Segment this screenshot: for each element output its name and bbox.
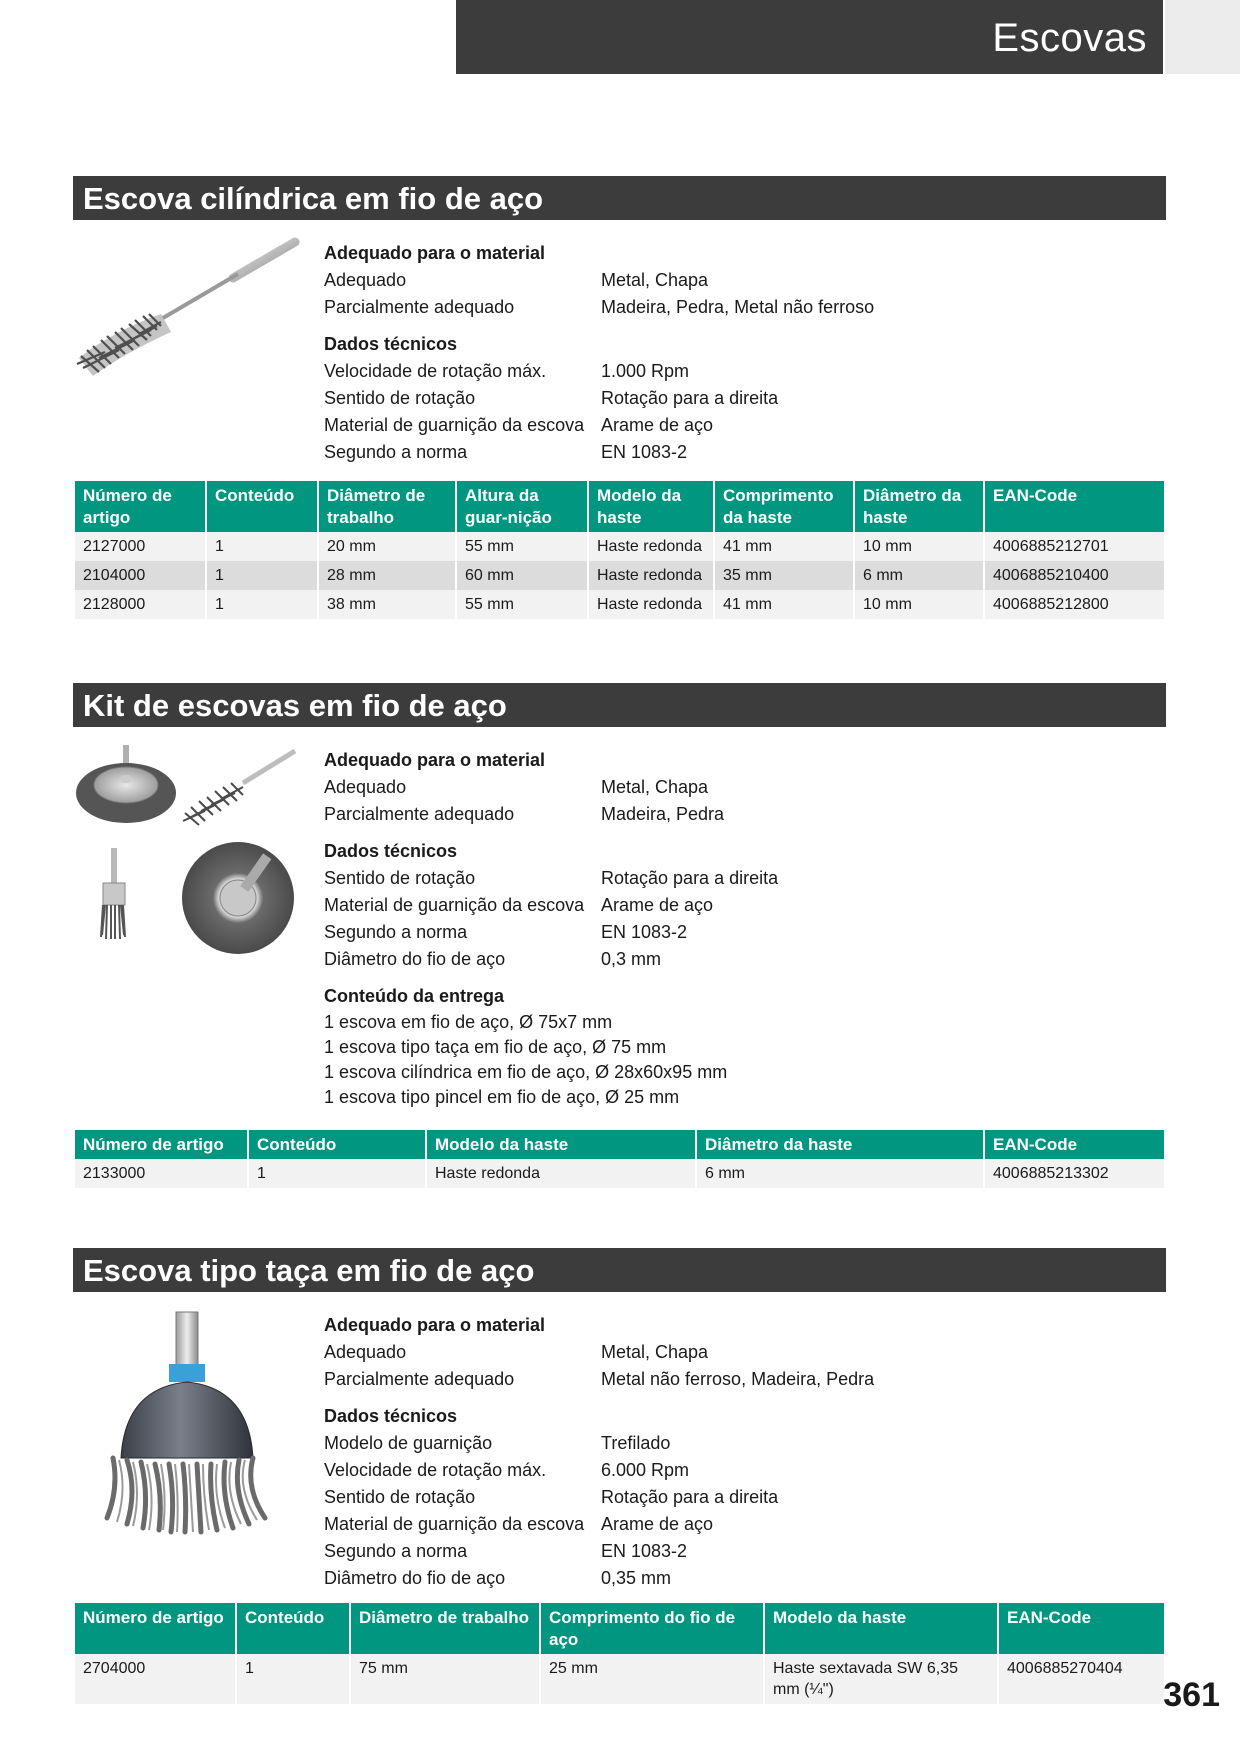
- page-category-title: Escovas: [992, 16, 1147, 60]
- table-cell: 4006885210400: [985, 561, 1164, 590]
- column-header: Modelo da haste: [589, 481, 713, 532]
- spec-row: [324, 385, 1124, 412]
- spec-row: [324, 439, 1124, 466]
- table-cell: 10 mm: [855, 532, 983, 561]
- table-cell: 38 mm: [319, 590, 455, 619]
- spec-label: Material de guarnição da escova: [324, 1514, 585, 1534]
- spec-value: 0,35 mm: [601, 1568, 672, 1588]
- spec-value: Rotação para a direita: [601, 1487, 779, 1507]
- table-cell: 28 mm: [319, 561, 455, 590]
- specs-block: [324, 1312, 1124, 1592]
- material-heading: Adequado para o material: [324, 750, 546, 770]
- spec-label: Sentido de rotação: [324, 1487, 476, 1507]
- table-cell: 2704000: [75, 1654, 235, 1704]
- spec-value: Trefilado: [601, 1433, 671, 1453]
- table-cell: 4006885213302: [985, 1159, 1164, 1188]
- spec-label: Velocidade de rotação máx.: [324, 1460, 547, 1480]
- spec-row: [324, 1511, 1124, 1538]
- table-cell: 41 mm: [715, 532, 853, 561]
- spec-label: Adequado: [324, 270, 407, 290]
- table-cell: 41 mm: [715, 590, 853, 619]
- spec-row: [324, 865, 1124, 892]
- table-row: [75, 590, 1164, 619]
- column-header: Conteúdo: [237, 1603, 349, 1654]
- spec-label: Diâmetro do fio de aço: [324, 1568, 506, 1588]
- column-header: Diâmetro da haste: [855, 481, 983, 532]
- spec-value: Metal, Chapa: [601, 777, 709, 797]
- spec-row: [324, 1366, 1124, 1393]
- tech-heading: Dados técnicos: [324, 841, 458, 861]
- table-row: [75, 1654, 1164, 1704]
- table-cell: 6 mm: [697, 1159, 983, 1188]
- table-cell: 1: [249, 1159, 425, 1188]
- table-row: [75, 532, 1164, 561]
- spec-value: EN 1083-2: [601, 442, 688, 462]
- spec-label: Parcialmente adequado: [324, 297, 515, 317]
- spec-row: [324, 1565, 1124, 1592]
- spec-row: [324, 1457, 1124, 1484]
- delivery-heading: Conteúdo da entrega: [324, 986, 505, 1006]
- spec-value: Metal, Chapa: [601, 1342, 709, 1362]
- spec-label: Material de guarnição da escova: [324, 415, 585, 435]
- section-title: Kit de escovas em fio de aço: [73, 683, 1166, 727]
- column-header: EAN-Code: [985, 481, 1164, 532]
- spec-row: [324, 412, 1124, 439]
- cylindrical-brush-image: [73, 236, 303, 406]
- spec-value: Madeira, Pedra, Metal não ferroso: [601, 297, 875, 317]
- table-cell: 2104000: [75, 561, 205, 590]
- spec-label: Sentido de rotação: [324, 868, 476, 888]
- spec-value: Arame de aço: [601, 415, 714, 435]
- table-cell: 25 mm: [541, 1654, 763, 1704]
- header-bar: [456, 0, 1163, 74]
- spec-row: [324, 774, 1124, 801]
- table-cell: Haste sextavada SW 6,35 mm (¼"): [765, 1654, 997, 1704]
- spec-value: Metal, Chapa: [601, 270, 709, 290]
- article-table: [73, 1603, 1166, 1704]
- table-header-row: [75, 481, 1164, 532]
- spec-value: Metal não ferroso, Madeira, Pedra: [601, 1369, 875, 1389]
- page-number: 361: [1163, 1676, 1220, 1714]
- delivery-item: 1 escova tipo taça em fio de aço, Ø 75 mm: [324, 1037, 667, 1057]
- spec-label: Segundo a norma: [324, 1541, 468, 1561]
- spec-row: [324, 294, 1124, 321]
- section-title: Escova cilíndrica em fio de aço: [73, 176, 1166, 220]
- table-cell: 4006885212800: [985, 590, 1164, 619]
- header-tab-marker: [1165, 0, 1240, 74]
- spec-value: EN 1083-2: [601, 922, 688, 942]
- spec-label: Segundo a norma: [324, 922, 468, 942]
- table-cell: Haste redonda: [589, 561, 713, 590]
- spec-label: Diâmetro do fio de aço: [324, 949, 506, 969]
- spec-row: [324, 1430, 1124, 1457]
- table-cell: 75 mm: [351, 1654, 539, 1704]
- table-cell: 4006885212701: [985, 532, 1164, 561]
- tech-heading: Dados técnicos: [324, 1406, 458, 1426]
- spec-row: [324, 267, 1124, 294]
- section-title: Escova tipo taça em fio de aço: [73, 1248, 1166, 1292]
- table-cell: 35 mm: [715, 561, 853, 590]
- table-cell: 1: [237, 1654, 349, 1704]
- column-header: EAN-Code: [985, 1130, 1164, 1159]
- column-header: Altura da guar-nição: [457, 481, 587, 532]
- table-cell: Haste redonda: [589, 590, 713, 619]
- spec-row: [324, 1339, 1124, 1366]
- table-cell: 4006885270404: [999, 1654, 1164, 1704]
- brush-kit-image: [73, 743, 303, 963]
- article-table: [73, 1130, 1166, 1188]
- column-header: Modelo da haste: [427, 1130, 695, 1159]
- section-cup-brush: [73, 1248, 1166, 1698]
- spec-value: Rotação para a direita: [601, 388, 779, 408]
- spec-value: Arame de aço: [601, 1514, 714, 1534]
- specs-block: [324, 747, 1124, 1110]
- column-header: Modelo da haste: [765, 1603, 997, 1654]
- column-header: Diâmetro da haste: [697, 1130, 983, 1159]
- spec-row: [324, 358, 1124, 385]
- table-cell: 60 mm: [457, 561, 587, 590]
- specs-block: [324, 240, 1124, 466]
- spec-value: 1.000 Rpm: [601, 361, 690, 381]
- table-cell: 20 mm: [319, 532, 455, 561]
- table-cell: 55 mm: [457, 590, 587, 619]
- section-brush-kit: [73, 683, 1166, 1182]
- spec-label: Segundo a norma: [324, 442, 468, 462]
- table-cell: 2128000: [75, 590, 205, 619]
- spec-label: Modelo de guarnição: [324, 1433, 493, 1453]
- spec-row: [324, 1484, 1124, 1511]
- section-cylindrical-brush: [73, 176, 1166, 613]
- spec-label: Material de guarnição da escova: [324, 895, 585, 915]
- table-cell: 1: [207, 561, 317, 590]
- column-header: Conteúdo: [249, 1130, 425, 1159]
- spec-value: Madeira, Pedra: [601, 804, 725, 824]
- spec-value: EN 1083-2: [601, 1541, 688, 1561]
- column-header: Número de artigo: [75, 481, 205, 532]
- article-table: [73, 481, 1166, 619]
- column-header: EAN-Code: [999, 1603, 1164, 1654]
- material-heading: Adequado para o material: [324, 243, 546, 263]
- cup-brush-image: [73, 1308, 303, 1548]
- column-header: Comprimento da haste: [715, 481, 853, 532]
- spec-value: 6.000 Rpm: [601, 1460, 690, 1480]
- spec-row: [324, 801, 1124, 828]
- table-cell: 2133000: [75, 1159, 247, 1188]
- table-cell: Haste redonda: [427, 1159, 695, 1188]
- table-row: [75, 1159, 1164, 1188]
- column-header: Diâmetro de trabalho: [351, 1603, 539, 1654]
- table-cell: 55 mm: [457, 532, 587, 561]
- spec-value: Arame de aço: [601, 895, 714, 915]
- delivery-item: 1 escova em fio de aço, Ø 75x7 mm: [324, 1012, 613, 1032]
- table-cell: Haste redonda: [589, 532, 713, 561]
- delivery-item: 1 escova cilíndrica em fio de aço, Ø 28x60x95 mm: [324, 1062, 728, 1082]
- delivery-item: 1 escova tipo pincel em fio de aço, Ø 25 mm: [324, 1087, 680, 1107]
- column-header: Número de artigo: [75, 1603, 235, 1654]
- table-header-row: [75, 1130, 1164, 1159]
- tech-heading: Dados técnicos: [324, 334, 458, 354]
- spec-row: [324, 1538, 1124, 1565]
- table-cell: 1: [207, 532, 317, 561]
- table-cell: 6 mm: [855, 561, 983, 590]
- spec-label: Adequado: [324, 777, 407, 797]
- column-header: Número de artigo: [75, 1130, 247, 1159]
- table-header-row: [75, 1603, 1164, 1654]
- table-cell: 2127000: [75, 532, 205, 561]
- spec-row: [324, 946, 1124, 973]
- spec-label: Parcialmente adequado: [324, 1369, 515, 1389]
- column-header: Conteúdo: [207, 481, 317, 532]
- spec-row: [324, 892, 1124, 919]
- table-row: [75, 561, 1164, 590]
- spec-value: Rotação para a direita: [601, 868, 779, 888]
- spec-label: Adequado: [324, 1342, 407, 1362]
- spec-value: 0,3 mm: [601, 949, 662, 969]
- table-cell: 10 mm: [855, 590, 983, 619]
- spec-label: Parcialmente adequado: [324, 804, 515, 824]
- column-header: Diâmetro de trabalho: [319, 481, 455, 532]
- spec-row: [324, 919, 1124, 946]
- column-header: Comprimento do fio de aço: [541, 1603, 763, 1654]
- table-cell: 1: [207, 590, 317, 619]
- spec-label: Velocidade de rotação máx.: [324, 361, 547, 381]
- spec-label: Sentido de rotação: [324, 388, 476, 408]
- material-heading: Adequado para o material: [324, 1315, 546, 1335]
